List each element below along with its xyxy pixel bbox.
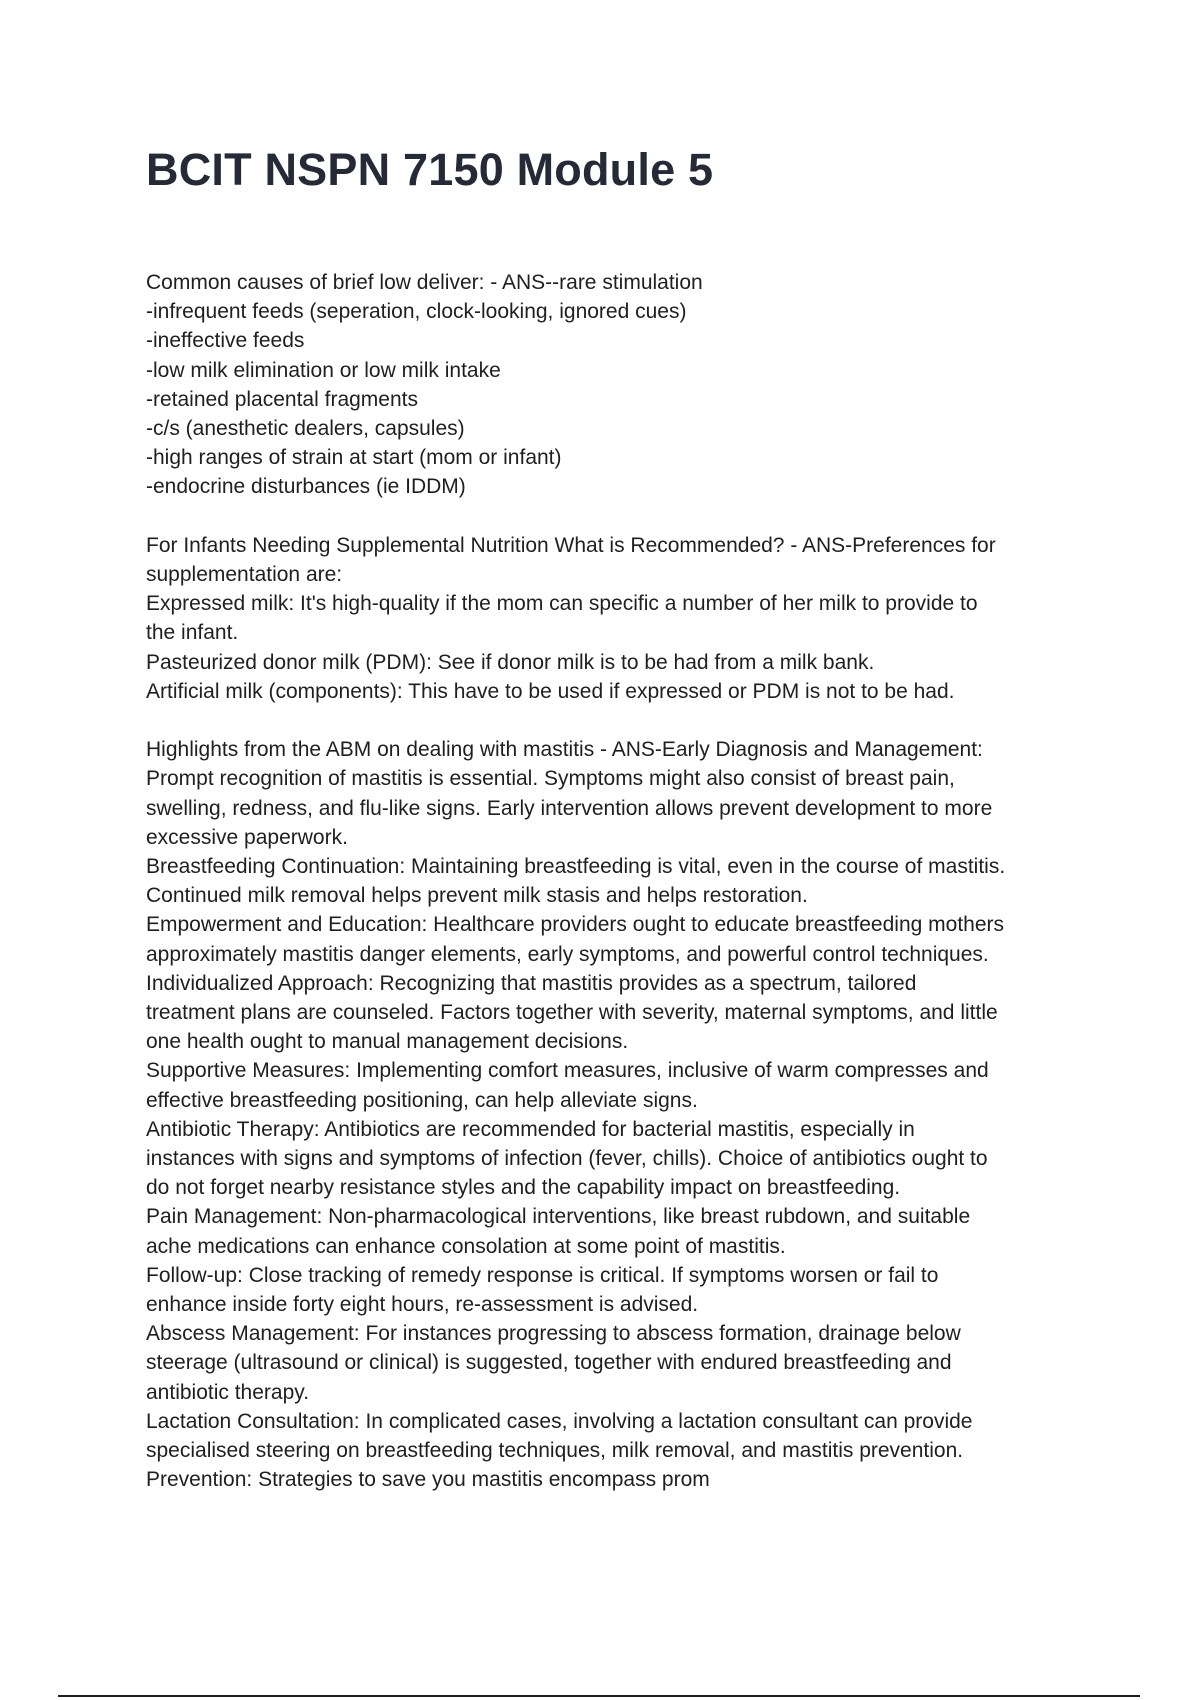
text-line: Follow-up: Close tracking of remedy response is critical. If symptoms worsen or fail to (146, 1263, 939, 1287)
text-line: Prompt recognition of mastitis is essential. Symptoms might also consist of breast pain, (146, 767, 955, 791)
text-line: specialised steering on breastfeeding techniques, milk removal, and mastitis prevention. (146, 1439, 964, 1463)
text-line: the infant. (146, 621, 239, 645)
text-line: ache medications can enhance consolation at some point of mastitis. (146, 1234, 786, 1258)
text-line: treatment plans are counseled. Factors together with severity, maternal symptoms, and little (146, 1001, 998, 1025)
text-line: Lactation Consultation: In complicated cases, involving a lactation consultant can provide (146, 1409, 973, 1433)
text-line: approximately mastitis danger elements, early symptoms, and powerful control techniques. (146, 942, 989, 966)
section-low-supply-causes (146, 268, 1076, 502)
text-line: Continued milk removal helps prevent milk stasis and helps restoration. (146, 884, 808, 908)
text-line: Individualized Approach: Recognizing that mastitis provides as a spectrum, tailored (146, 971, 917, 995)
text-line: -high ranges of strain at start (mom or infant) (146, 446, 562, 470)
text-line: Breastfeeding Continuation: Maintaining breastfeeding is vital, even in the course of mastitis. (146, 855, 1006, 879)
text-line: Empowerment and Education: Healthcare providers ought to educate breastfeeding mothers (146, 913, 1005, 937)
text-line: -endocrine disturbances (ie IDDM) (146, 475, 466, 499)
text-line: -c/s (anesthetic dealers, capsules) (146, 417, 465, 441)
text-line: Prevention: Strategies to save you mastitis encompass prom (146, 1468, 710, 1492)
text-line: one health ought to manual management decisions. (146, 1030, 629, 1054)
document-title: BCIT NSPN 7150 Module 5 (146, 144, 714, 195)
text-line: effective breastfeeding positioning, can help alleviate signs. (146, 1088, 698, 1112)
text-line: -infrequent feeds (seperation, clock-looking, ignored cues) (146, 300, 687, 324)
text-line: For Infants Needing Supplemental Nutrition What is Recommended? - ANS-Preferences for (146, 533, 996, 557)
text-line: excessive paperwork. (146, 825, 348, 849)
text-line: do not forget nearby resistance styles and the capability impact on breastfeeding. (146, 1176, 901, 1200)
text-line: Supportive Measures: Implementing comfort measures, inclusive of warm compresses and (146, 1059, 989, 1083)
text-line: steerage (ultrasound or clinical) is suggested, together with endured breastfeeding and (146, 1351, 952, 1375)
text-line: -ineffective feeds (146, 329, 305, 353)
text-line: instances with signs and symptoms of infection (fever, chills). Choice of antibiotics ought to (146, 1147, 988, 1171)
text-line: antibiotic therapy. (146, 1380, 310, 1404)
text-line: Expressed milk: It's high-quality if the mom can specific a number of her milk to provide to (146, 592, 978, 616)
text-line: Artificial milk (components): This have to be used if expressed or PDM is not to be had. (146, 679, 955, 703)
text-line: Highlights from the ABM on dealing with mastitis - ANS-Early Diagnosis and Management: (146, 738, 983, 762)
page-bottom-divider (58, 1695, 1140, 1697)
text-line: -retained placental fragments (146, 387, 418, 411)
text-line: enhance inside forty eight hours, re-assessment is advised. (146, 1293, 699, 1317)
document-body (146, 268, 1076, 1524)
section-mastitis-highlights (146, 735, 1076, 1494)
text-line: -low milk elimination or low milk intake (146, 358, 501, 382)
text-line: supplementation are: (146, 563, 343, 587)
text-line: Pain Management: Non-pharmacological interventions, like breast rubdown, and suitable (146, 1205, 971, 1229)
section-supplemental-nutrition (146, 531, 1076, 706)
text-line: Common causes of brief low deliver: - ANS--rare stimulation (146, 271, 703, 294)
text-line: Pasteurized donor milk (PDM): See if donor milk is to be had from a milk bank. (146, 650, 875, 674)
text-line: Abscess Management: For instances progressing to abscess formation, drainage below (146, 1322, 961, 1346)
text-line: Antibiotic Therapy: Antibiotics are recommended for bacterial mastitis, especially in (146, 1117, 915, 1141)
text-line: swelling, redness, and flu-like signs. Early intervention allows prevent development to more (146, 796, 993, 820)
